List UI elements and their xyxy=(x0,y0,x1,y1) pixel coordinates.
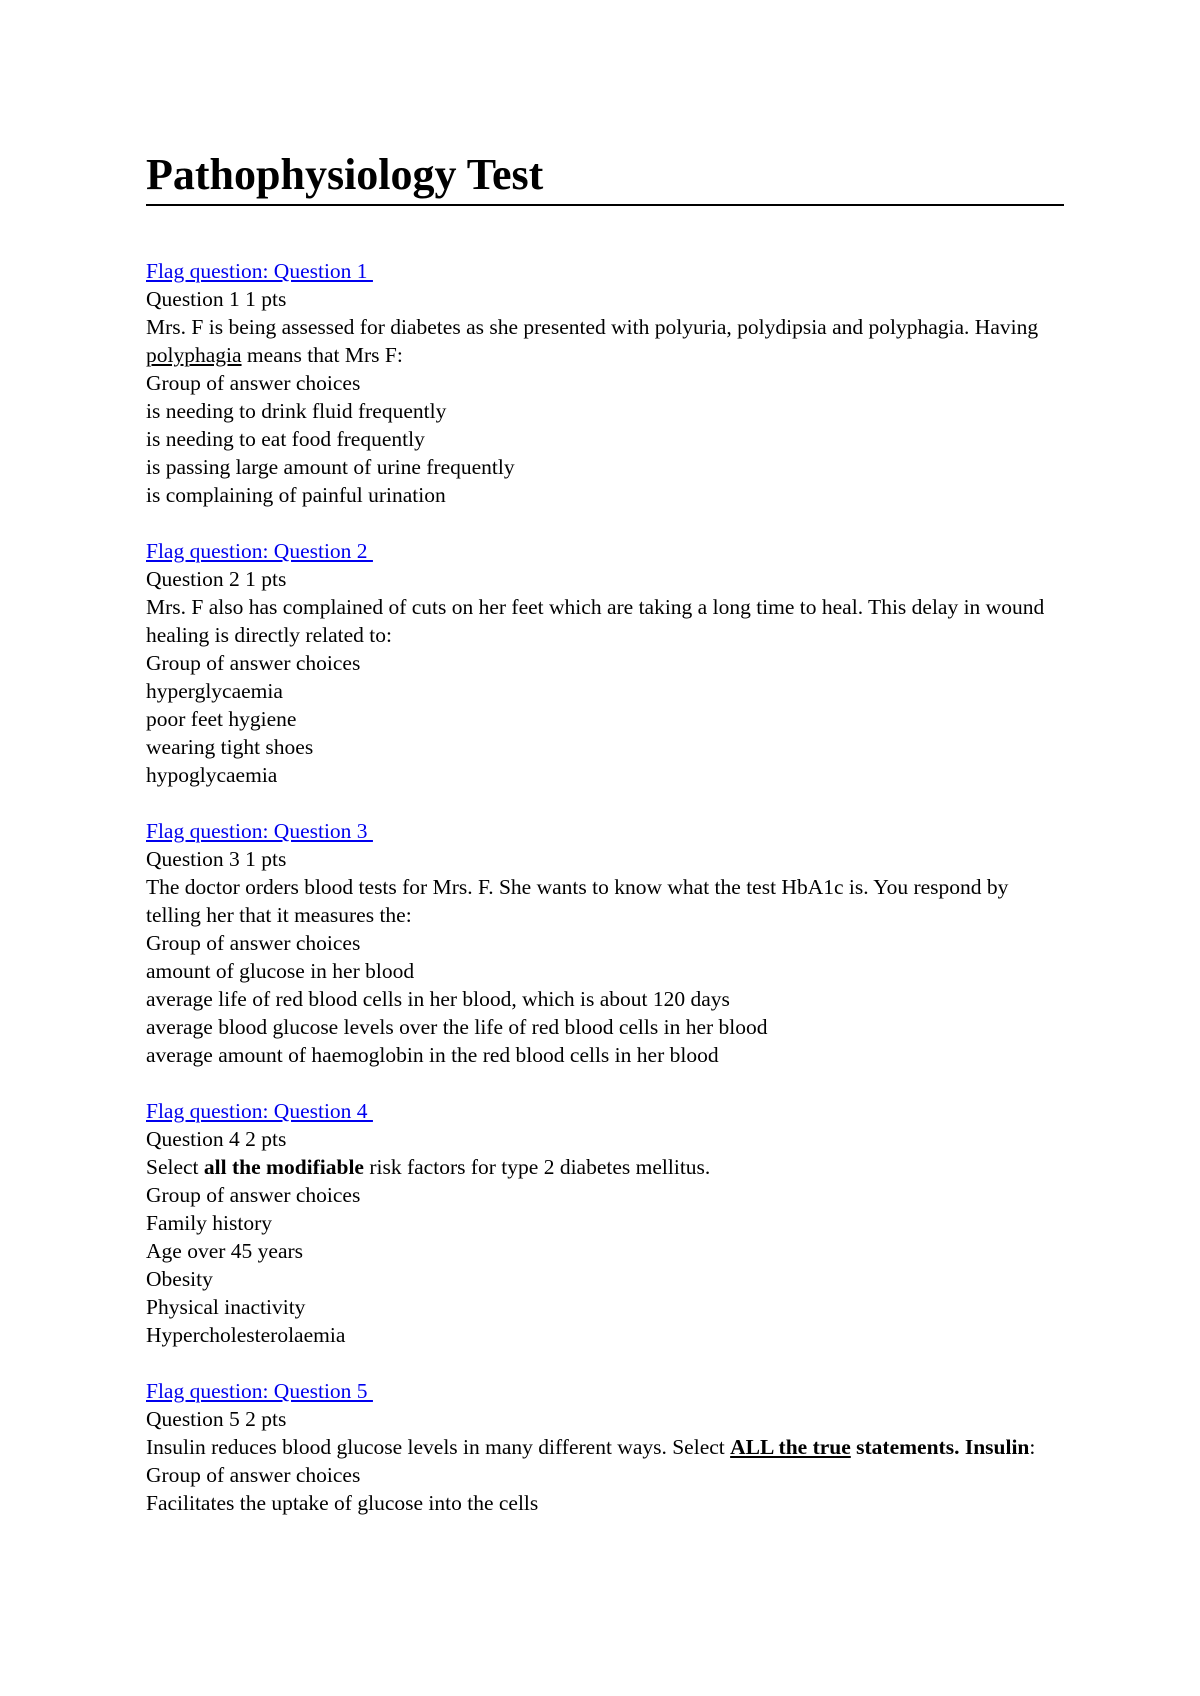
answer-option[interactable]: Family history xyxy=(146,1211,273,1235)
question-5-header: Question 5 2 pts xyxy=(146,1407,287,1431)
question-4-stem-bold: all the modifiable xyxy=(203,1155,364,1179)
answer-option[interactable]: is needing to drink fluid frequently xyxy=(146,399,447,423)
question-5-stem-bold-underlined: ALL the true xyxy=(730,1435,851,1459)
page-title: Pathophysiology Test xyxy=(146,148,1064,206)
question-1-group-label: Group of answer choices xyxy=(146,371,361,395)
document-page xyxy=(146,148,1064,1545)
question-2-group-label: Group of answer choices xyxy=(146,651,361,675)
question-5-group-label: Group of answer choices xyxy=(146,1463,361,1487)
question-5-stem-text: Insulin reduces blood glucose levels in many different ways. Select xyxy=(146,1435,731,1459)
question-5-stem-bold: statements. Insulin xyxy=(850,1435,1030,1459)
question-5 xyxy=(146,1377,1064,1517)
answer-option[interactable]: Age over 45 years xyxy=(146,1239,304,1263)
answer-option[interactable]: Facilitates the uptake of glucose into the cells xyxy=(146,1491,539,1515)
question-1-stem-underlined: polyphagia xyxy=(146,343,242,367)
question-4-stem-text-end: risk factors for type 2 diabetes mellitus. xyxy=(363,1155,711,1179)
flag-question-2-link[interactable]: Flag question: Question 2 xyxy=(146,539,373,563)
question-1-stem xyxy=(146,313,1046,369)
question-5-stem-text-end: : xyxy=(1029,1435,1036,1459)
answer-option[interactable]: hypoglycaemia xyxy=(146,763,278,787)
question-3-header: Question 3 1 pts xyxy=(146,847,287,871)
answer-option[interactable]: average blood glucose levels over the life of red blood cells in her blood xyxy=(146,1015,768,1039)
answer-option[interactable]: is passing large amount of urine frequently xyxy=(146,455,515,479)
answer-option[interactable]: wearing tight shoes xyxy=(146,735,314,759)
question-list xyxy=(146,257,1064,1517)
answer-option[interactable]: poor feet hygiene xyxy=(146,707,297,731)
question-3 xyxy=(146,817,1064,1069)
flag-question-4-link[interactable]: Flag question: Question 4 xyxy=(146,1099,373,1123)
flag-question-3-link[interactable]: Flag question: Question 3 xyxy=(146,819,373,843)
answer-option[interactable]: is complaining of painful urination xyxy=(146,483,446,507)
question-1-stem-text: Mrs. F is being assessed for diabetes as she presented with polyuria, polydipsia and polyphagia. Having xyxy=(146,315,1039,339)
question-2 xyxy=(146,537,1064,789)
question-2-header: Question 2 1 pts xyxy=(146,567,287,591)
answer-option[interactable]: hyperglycaemia xyxy=(146,679,283,703)
answer-option[interactable]: Physical inactivity xyxy=(146,1295,306,1319)
flag-question-5-link[interactable]: Flag question: Question 5 xyxy=(146,1379,373,1403)
answer-option[interactable]: Obesity xyxy=(146,1267,213,1291)
answer-option[interactable]: Hypercholesterolaemia xyxy=(146,1323,346,1347)
flag-question-1-link[interactable]: Flag question: Question 1 xyxy=(146,259,373,283)
question-1-stem-text-end: means that Mrs F: xyxy=(241,343,403,367)
question-5-stem xyxy=(146,1433,1046,1461)
question-1 xyxy=(146,257,1064,509)
question-4-group-label: Group of answer choices xyxy=(146,1183,361,1207)
answer-option[interactable]: is needing to eat food frequently xyxy=(146,427,425,451)
question-1-header: Question 1 1 pts xyxy=(146,287,287,311)
question-4 xyxy=(146,1097,1064,1349)
answer-option[interactable]: amount of glucose in her blood xyxy=(146,959,415,983)
question-3-group-label: Group of answer choices xyxy=(146,931,361,955)
question-2-stem: Mrs. F also has complained of cuts on her feet which are taking a long time to heal. This delay in wound healing is directly related to: xyxy=(146,595,1045,647)
answer-option[interactable]: average life of red blood cells in her blood, which is about 120 days xyxy=(146,987,730,1011)
question-3-stem: The doctor orders blood tests for Mrs. F. She wants to know what the test HbA1c is. You respond by telling her that it measures the: xyxy=(146,875,1009,927)
question-4-stem-text: Select xyxy=(146,1155,204,1179)
answer-option[interactable]: average amount of haemoglobin in the red blood cells in her blood xyxy=(146,1043,719,1067)
question-4-stem xyxy=(146,1153,1046,1181)
question-4-header: Question 4 2 pts xyxy=(146,1127,287,1151)
